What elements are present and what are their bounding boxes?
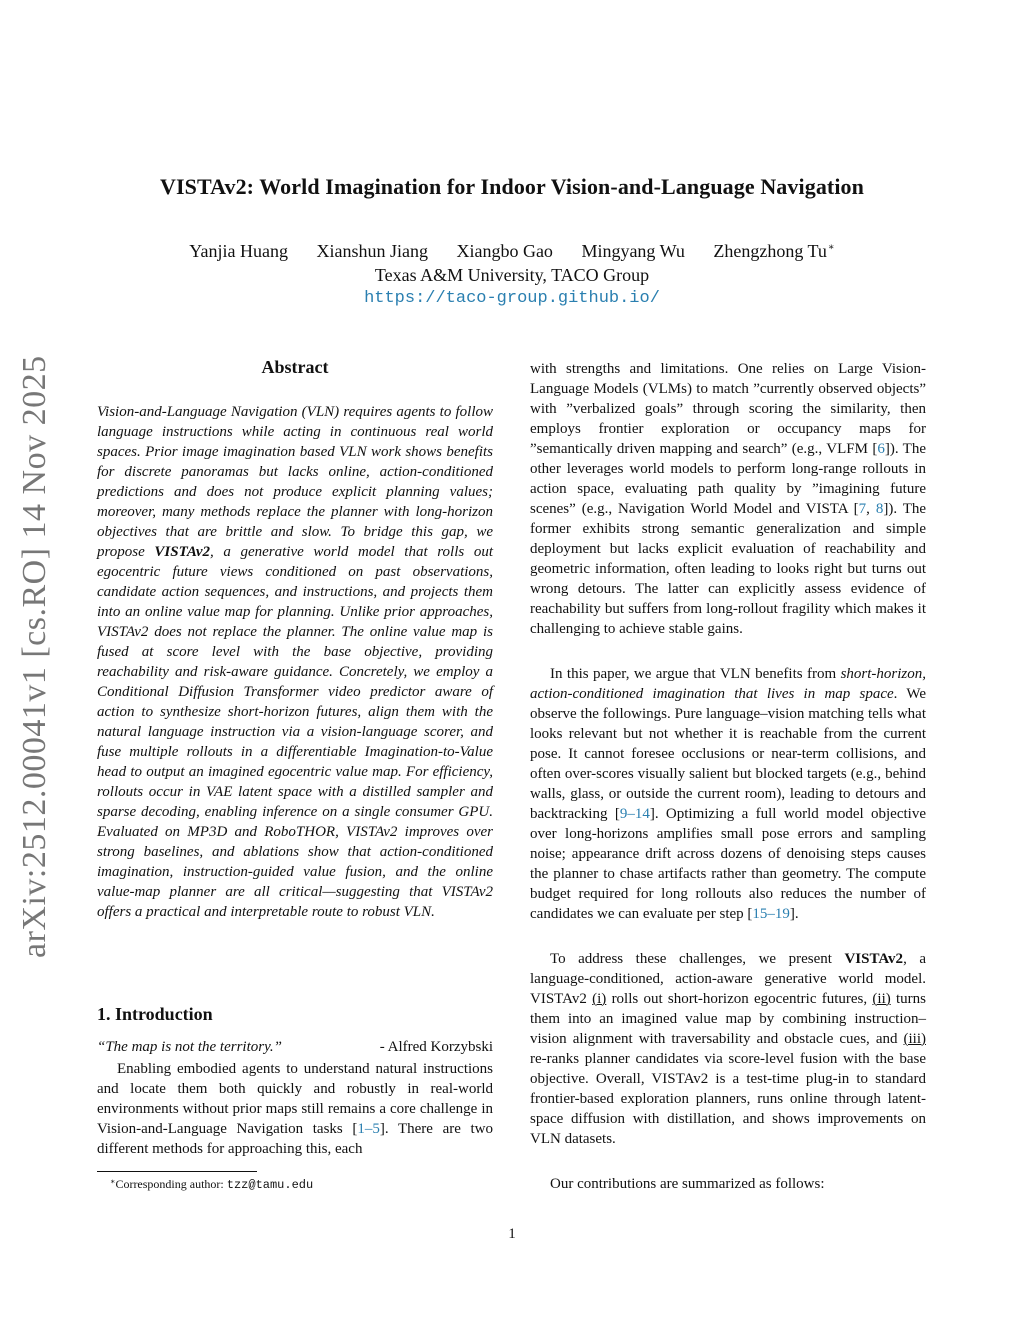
epigraph — [97, 1039, 493, 1056]
author-name: Mingyang Wu — [581, 241, 685, 261]
author-name: Xianshun Jiang — [316, 241, 428, 261]
corresponding-mark: ∗ — [827, 242, 835, 253]
model-name: VISTAv2 — [154, 544, 210, 560]
author-name: Yanjia Huang — [189, 241, 288, 261]
epigraph-author: - Alfred Korzybski — [379, 1039, 493, 1055]
citation-link[interactable]: 7 — [858, 501, 867, 517]
footnote-divider — [97, 1171, 257, 1172]
intro-paragraph: Our contributions are summarized as follows: — [550, 1176, 825, 1192]
section-heading-introduction: 1. Introduction — [97, 1004, 213, 1024]
author-name-text: Zhengzhong Tu — [713, 241, 827, 261]
emphasis-text: short-horizon, action-conditioned imagination that lives in map space — [530, 666, 926, 702]
citation-link[interactable]: 15–19 — [752, 906, 790, 922]
epigraph-quote: “The map is not the territory.” — [97, 1039, 283, 1055]
page-number: 1 — [508, 1226, 516, 1242]
enum-marker: (iii) — [903, 1031, 926, 1047]
intro-paragraph: To address these challenges, we present VISTAv2, a language-conditioned, action-aware generative world model. VISTAv2 (i) rolls out short-horizon egocentric futures, (ii) turns them into an imagined value map by combining instruction–vision alignment with traversability and obstacle cues, and (iii) re-ranks planner candidates via score-level fusion with the base objective. Overall, VISTAv2 is a test-time plug-in to standard frontier-based exploration planners, runs online through latent-space diffusion with distillation, and shows improvements on VLN datasets. — [530, 951, 926, 1147]
footnote: ∗Corresponding author: tzz@tamu.edu — [110, 1177, 314, 1192]
author-name: Xiangbo Gao — [456, 241, 553, 261]
enum-marker: (ii) — [872, 991, 891, 1007]
citation-link[interactable]: 6 — [877, 441, 885, 457]
project-url-link[interactable]: https://taco-group.github.io/ — [364, 289, 660, 308]
model-name: VISTAv2 — [844, 951, 904, 967]
citation-link[interactable]: 1–5 — [357, 1121, 380, 1137]
author-name — [713, 241, 834, 261]
abstract-text: Vision-and-Language Navigation (VLN) requires agents to follow language instructions while acting in continuous real world spaces. Prior image imagination based VLN work shows benefits for discrete panoramas but lacks online, action-conditioned predictions and does not produce explicit planning values; moreover, many methods replace the planner with long-horizon objectives that are brittle and slow. To bridge this gap, we propose VISTAv2, a generative world model that rolls out egocentric future views conditioned on past observations, candidate action sequences, and instructions, and projects them into an online value map for planning. Unlike prior approaches, VISTAv2 does not replace the planner. The online value map is fused at score level with the base objective, providing reachability and risk-aware guidance. Concretely, we employ a Conditional Diffusion Transformer video predictor aware of action to synthesize short-horizon futures, align them with the natural language instruction via a vision-language scorer, and fuse multiple rollouts in a differentiable Imagination-to-Value head to output an imagined egocentric value map. For efficiency, rollouts occur in VAE latent space with a distilled sampler and sparse decoding, enabling inference on a single consumer GPU. Evaluated on MP3D and RoboTHOR, VISTAv2 improves over strong baselines, and ablations show that action-conditioned imagination, instruction-guided value fusion, and the online value-map planner are all critical—suggesting that VISTAv2 offers a practical and interpretable route to robust VLN. — [97, 404, 493, 920]
citation-link[interactable]: 9–14 — [619, 806, 650, 822]
intro-paragraph: with strengths and limitations. One relies on Large Vision-Language Models (VLMs) to match ”currently observed objects” with ”verbalized goals” through scoring the similarity, then employs frontier exploration or occupancy maps for ”semantically driven mapping and search” (e.g., VLFM [6]). The other leverages world models to perform long-range rollouts in action space, evaluating path quality by ”imagining future scenes” (e.g., Navigation World Model and VISTA [7, 8]). The former exhibits strong semantic generalization and simple deployment but lacks explicit evaluation of reachability and geometric information, often leading to looks right but turns out wrong detours. The latter can explicitly assess evidence of reachability but suffers from long-rollout fragility which makes it challenging to achieve stable gains. — [530, 361, 927, 637]
citation-link[interactable]: 8 — [875, 501, 884, 517]
enum-marker: (i) — [592, 991, 607, 1007]
abstract-heading: Abstract — [261, 357, 329, 377]
arxiv-identifier: arXiv:2512.00041v1 [cs.RO] 14 Nov 2025 — [16, 355, 53, 958]
author-list — [0, 241, 1024, 262]
paper-title: VISTAv2: World Imagination for Indoor Vision-and-Language Navigation — [159, 174, 864, 199]
intro-paragraph: In this paper, we argue that VLN benefits from short-horizon, action-conditioned imagination that lives in map space. We observe the followings. Pure language–vision matching tells what looks relevant but not whether it is reachable from the current pose. It cannot foresee occlusions or near-term collisions, and often over-scores visually salient but blocked targets (e.g., behind walls, glass, or outside the current room), leading to detours and backtracking [9–14]. Optimizing a full world model objective over long-horizons amplifies small pose errors and sampling noise; appearance drift across dozens of denoising steps causes the planner to chase artifacts rather than geometry. The compute budget required for long rollouts also reduces the number of candidates we can evaluate per step [15–19]. — [530, 666, 926, 922]
intro-paragraph: Enabling embodied agents to understand natural instructions and locate them both quickly and robustly in real-world environments without prior maps still remains a core challenge in Vision-and-Language Navigation tasks [1–5]. There are two different methods for approaching this, each — [97, 1061, 493, 1157]
email-link[interactable]: tzz@tamu.edu — [226, 1178, 314, 1192]
affiliation: Texas A&M University, TACO Group — [374, 265, 650, 285]
